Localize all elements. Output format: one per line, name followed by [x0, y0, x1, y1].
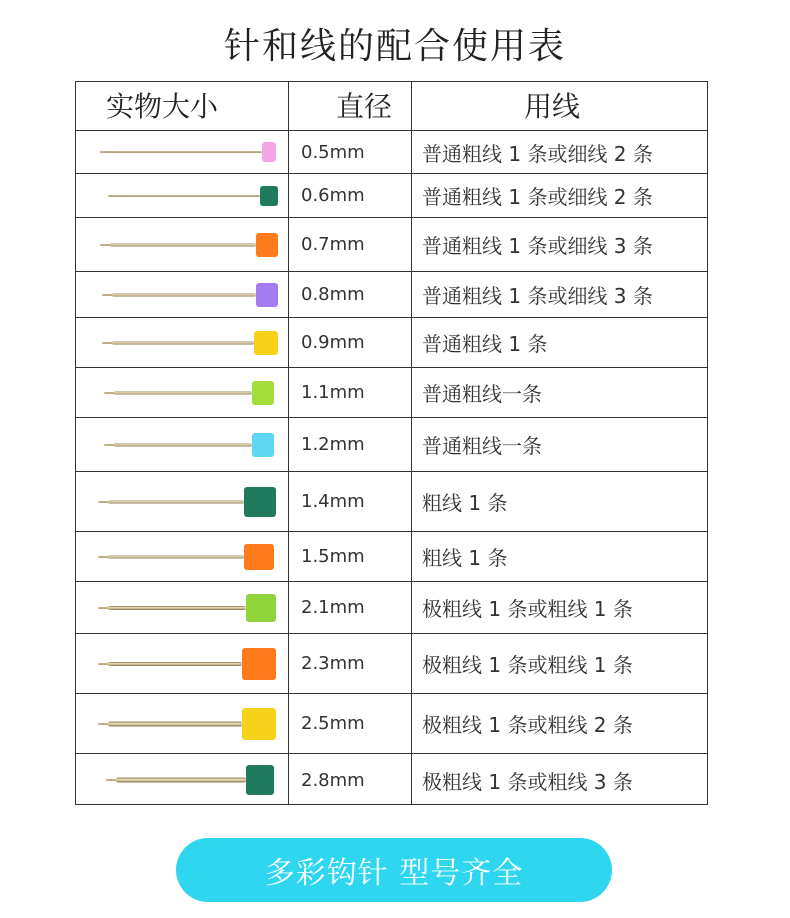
- needle-image: [76, 368, 288, 417]
- needle-image: [76, 272, 288, 317]
- diameter-value: 2.1mm: [301, 597, 365, 618]
- thread-usage: 极粗线 1 条或粗线 3 条: [422, 769, 633, 794]
- needle-handle: [260, 186, 278, 206]
- needle-shaft: [118, 195, 260, 197]
- needle-image: [76, 218, 288, 271]
- thread-usage: 普通粗线 1 条或细线 2 条: [422, 185, 653, 209]
- needle-shaft: [108, 500, 244, 503]
- diameter-value: 1.2mm: [301, 434, 365, 455]
- needle-handle: [244, 487, 276, 517]
- diameter-value: 1.1mm: [301, 382, 365, 403]
- table-row: [76, 634, 707, 694]
- diameter-value: 0.9mm: [301, 332, 365, 353]
- needle-shaft: [116, 778, 246, 783]
- thread-usage: 粗线 1 条: [422, 491, 508, 515]
- needle-image: [76, 418, 288, 471]
- thread-usage: 普通粗线一条: [422, 434, 542, 458]
- table-row: [76, 368, 707, 418]
- table-row: [76, 131, 707, 174]
- needle-image: [76, 694, 288, 753]
- needle-shaft: [112, 341, 254, 344]
- thread-usage: 极粗线 1 条或粗线 1 条: [422, 597, 633, 621]
- thread-usage: 普通粗线 1 条或细线 3 条: [422, 284, 653, 308]
- table-row: [76, 532, 707, 582]
- diameter-value: 1.4mm: [301, 491, 365, 512]
- table-row: [76, 218, 707, 272]
- needle-image: [76, 131, 288, 173]
- thread-usage: 极粗线 1 条或粗线 1 条: [422, 653, 633, 677]
- diameter-value: 0.6mm: [301, 185, 365, 206]
- needle-shaft: [110, 151, 262, 153]
- thread-usage: 普通粗线一条: [422, 382, 542, 406]
- diameter-value: 2.3mm: [301, 653, 365, 674]
- needle-shaft: [110, 243, 256, 246]
- diameter-value: 1.5mm: [301, 546, 365, 567]
- page-title: 针和线的配合使用表: [223, 26, 566, 67]
- needle-handle: [252, 433, 274, 457]
- table-row: [76, 318, 707, 368]
- needle-handle: [256, 233, 278, 257]
- table-row: [76, 174, 707, 218]
- needle-handle: [256, 283, 278, 307]
- table-row: [76, 472, 707, 532]
- needle-handle: [246, 594, 276, 622]
- diameter-value: 2.8mm: [301, 769, 365, 791]
- table-row: [76, 418, 707, 472]
- diameter-value: 0.7mm: [301, 234, 365, 255]
- needle-handle: [242, 708, 276, 740]
- needle-handle: [262, 142, 276, 162]
- needle-image: [76, 582, 288, 633]
- table-row: [76, 754, 707, 806]
- thread-usage: 普通粗线 1 条或细线 3 条: [422, 234, 653, 258]
- promo-banner: 多彩钩针 型号齐全: [176, 838, 612, 902]
- table-row: [76, 582, 707, 634]
- needle-shaft: [114, 443, 252, 446]
- needle-image: [76, 174, 288, 217]
- diameter-value: 2.5mm: [301, 713, 365, 734]
- needle-image: [76, 634, 288, 693]
- diameter-value: 0.5mm: [301, 141, 365, 163]
- needle-handle: [252, 381, 274, 405]
- needle-handle: [254, 331, 278, 355]
- needle-shaft: [108, 555, 244, 558]
- needle-handle: [246, 765, 274, 795]
- diameter-value: 0.8mm: [301, 284, 365, 305]
- needle-thread-table: [75, 81, 708, 805]
- table-row: [76, 272, 707, 318]
- needle-handle: [244, 544, 274, 570]
- table-header: [76, 82, 707, 131]
- thread-usage: 普通粗线 1 条: [422, 332, 548, 356]
- needle-image: [76, 532, 288, 581]
- header-thread: 用线: [524, 90, 581, 123]
- needle-shaft: [114, 391, 252, 394]
- needle-handle: [242, 648, 276, 680]
- thread-usage: 普通粗线 1 条或细线 2 条: [422, 141, 653, 166]
- needle-shaft: [108, 721, 242, 726]
- header-size: 实物大小: [106, 90, 219, 123]
- thread-usage: 粗线 1 条: [422, 546, 508, 570]
- needle-shaft: [108, 662, 242, 666]
- thread-usage: 极粗线 1 条或粗线 2 条: [422, 713, 633, 737]
- needle-image: [76, 472, 288, 531]
- table-row: [76, 694, 707, 754]
- needle-shaft: [108, 606, 246, 610]
- needle-image: [76, 754, 288, 806]
- header-diameter: 直径: [336, 90, 393, 123]
- needle-image: [76, 318, 288, 367]
- needle-shaft: [112, 293, 256, 296]
